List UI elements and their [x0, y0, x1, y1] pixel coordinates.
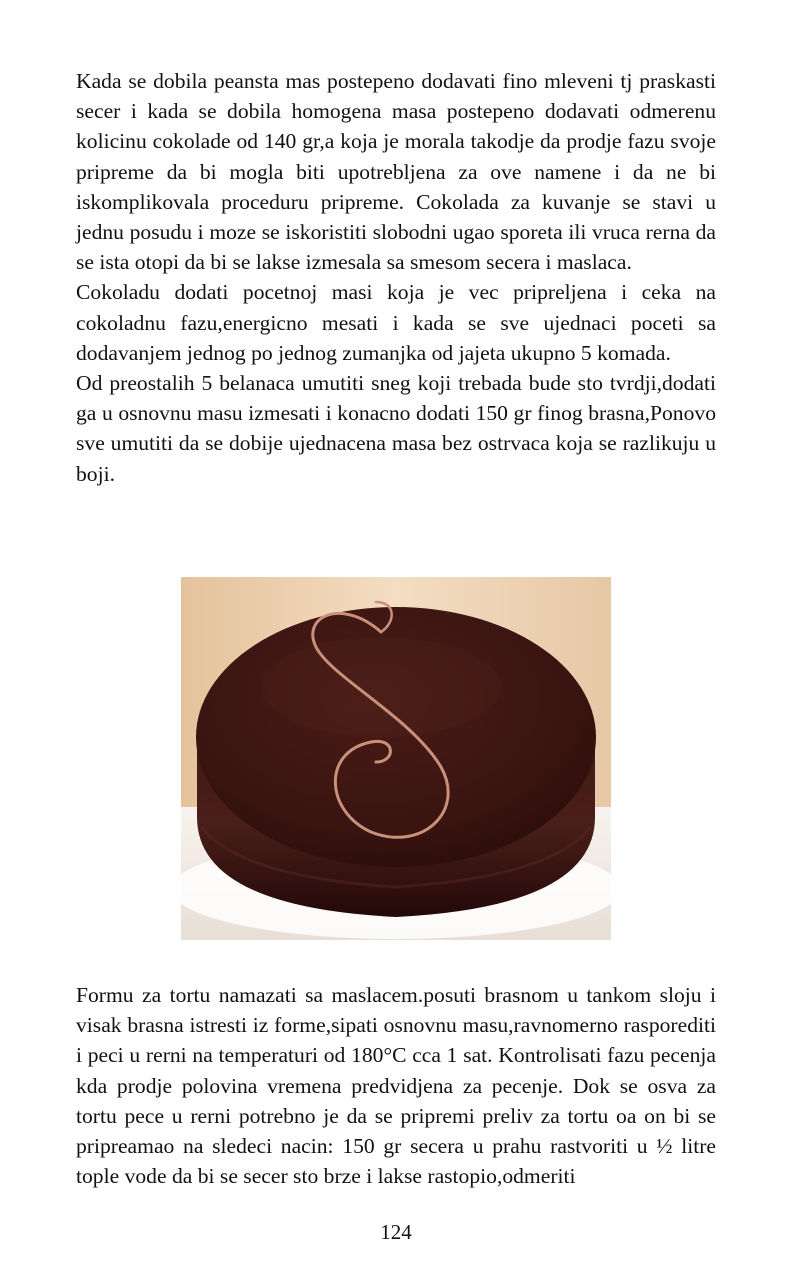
body-text-top: [76, 66, 716, 489]
paragraph: Od preostalih 5 belanaca umutiti sneg koji trebada bude sto tvrdji,dodati ga u osnovnu masu izmesati i konacno dodati 150 gr finog brasna,Ponovo sve umutiti da se dobije ujednacena masa bez ostrvaca koja se razlikuju u boji.: [76, 371, 716, 486]
cake-photo: [181, 577, 611, 940]
paragraph: Formu za tortu namazati sa maslacem.posuti brasnom u tankom sloju i visak brasna istresti iz forme,sipati osnovnu masu,ravnomerno rasporediti i peci u rerni na temperaturi od 180°C cca 1 sat. Kontrolisati fazu pecenja kda prodje polovina vremena predvidjena za pecenje. Dok se osva za tortu pece u rerni potrebno je da se pripremi preliv za tortu oa on bi se pripreamao na sledeci nacin: 150 gr secera u prahu rastvoriti u ½ litre tople vode da bi se secer sto brze i lakse rastopio,odmeriti: [76, 983, 716, 1189]
paragraph: Kada se dobila peansta mas postepeno dodavati fino mleveni tj praskasti secer i kada se dobila homogena masa postepeno dodavati odmerenu kolicinu cokolade od 140 gr,a koja je morala takodje da prodje fazu svoje pripreme da bi mogla biti upotrebljena za ove namene i da ne bi iskomplikovala proceduru pripreme. Cokolada za kuvanje se stavi u jednu posudu i moze se iskoristiti slobodni ugao sporeta ili vruca rerna da se ista otopi da bi se lakse izmesala sa smesom secera i maslaca.: [76, 69, 716, 275]
paragraph: Cokoladu dodati pocetnoj masi koja je vec pripreljena i ceka na cokoladnu fazu,energicno mesati i kada se sve ujednaci poceti sa dodavanjem jednog po jednog zumanjka od jajeta ukupno 5 komada.: [76, 280, 716, 365]
body-text-bottom: [76, 980, 716, 1191]
page-number: 124: [380, 1220, 412, 1244]
